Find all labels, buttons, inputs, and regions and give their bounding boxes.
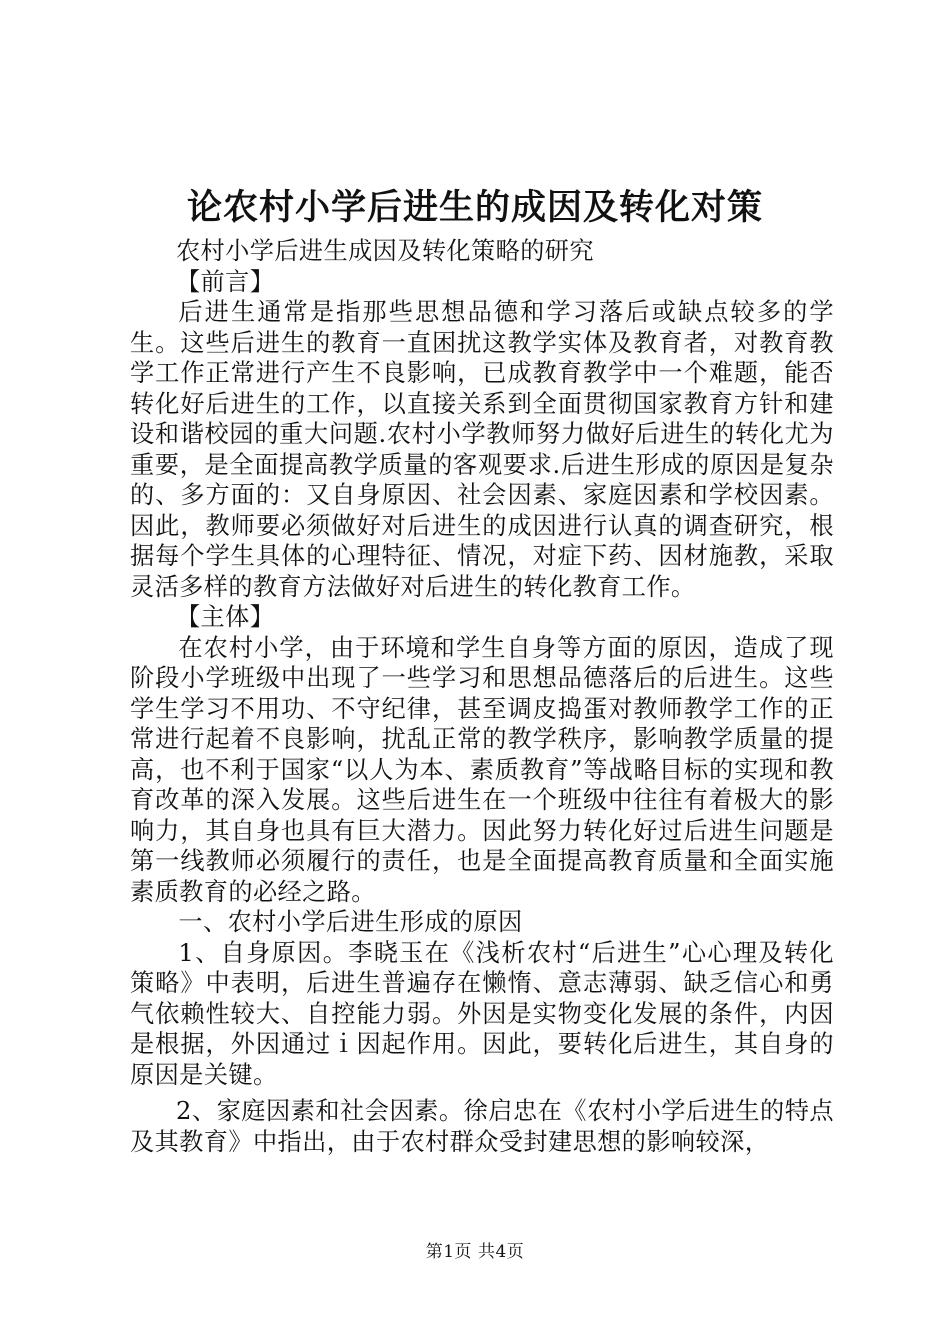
paragraph-cause-family-society: 2、家庭因素和社会因素。徐启忠在《农村小学后进生的特点及其教育》中指出，由于农村群众受封建思想的影响较深， [130, 1097, 834, 1156]
paragraph-preface: 后进生通常是指那些思想品德和学习落后或缺点较多的学生。这些后进生的教育一直困扰这教学实体及教育者，对教育教学工作正常进行产生不良影响，已成教育教学中一个难题，能否转化好后进生的工作，以直接关系到全面贯彻国家教育方针和建设和谐校园的重大问题.农村小学教师努力做好后进生的转化尤为重要，是全面提高教学质量的客观要求.后进生形成的原因是复杂的、多方面的：又自身原因、社会因素、家庭因素和学校因素。因此，教师要必须做好对后进生的成因进行认真的调查研究，根据每个学生具体的心理特征、情况，对症下药、因材施教，采取灵活多样的教育方法做好对后进生的转化教育工作。 [130, 298, 834, 601]
document-subtitle: 农村小学后进生成因及转化策略的研究 [175, 237, 594, 265]
section-heading-preface: 【前言】 [175, 267, 275, 296]
document-title: 论农村小学后进生的成因及转化对策 [186, 187, 763, 228]
page-number: 第1页 共4页 [425, 1242, 525, 1262]
document-body [130, 236, 834, 1157]
subsection-heading-causes: 一、农村小学后进生形成的原因 [178, 908, 523, 936]
paragraph-cause-self: 1、自身原因。李晓玉在《浅析农村“后进生”心心理及转化策略》中表明，后进生普遍存在懒惰、意志薄弱、缺乏信心和勇气依赖性较大、自控能力弱。外因是实物变化发展的条件，内因是根据，外因通过ｉ因起作用。因此，要转化后进生，其自身的原因是关键。 [130, 938, 834, 1089]
paragraph-main: 在农村小学，由于环境和学生自身等方面的原因，造成了现阶段小学班级中出现了一些学习和思想品德落后的后进生。这些学生学习不用功、不守纪律，甚至调皮捣蛋对教师教学工作的正常进行起着不良影响，扰乱正常的教学秩序，影响教学质量的提高，也不利于国家“以人为本、素质教育”等战略目标的实现和教育改革的深入发展。这些后进生在一个班级中往往有着极大的影响力，其自身也具有巨大潜力。因此努力转化好过后进生问题是第一线教师必须履行的责任，也是全面提高教育质量和全面实施素质教育的必经之路。 [130, 633, 834, 906]
section-heading-main: 【主体】 [175, 603, 275, 631]
